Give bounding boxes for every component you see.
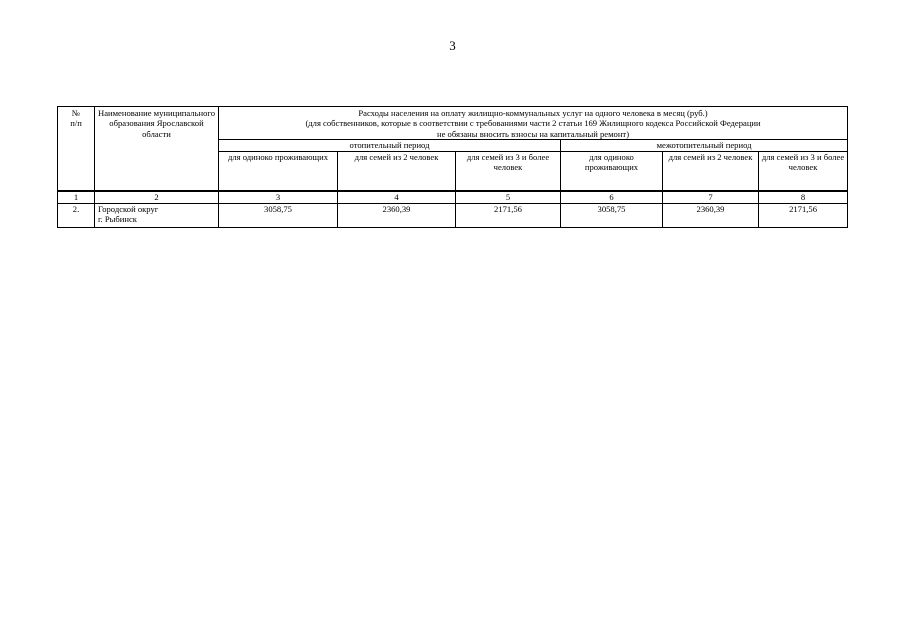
- header-heating-three: для семей из 3 и более человек: [456, 151, 561, 191]
- row-non-heating-three: 2171,56: [759, 203, 848, 227]
- column-number: 8: [759, 191, 848, 203]
- row-heating-two: 2360,39: [338, 203, 456, 227]
- header-non-heating-two: для семей из 2 человек: [663, 151, 759, 191]
- row-heating-three: 2171,56: [456, 203, 561, 227]
- header-heating-single: для одиноко проживающих: [219, 151, 338, 191]
- column-number: 4: [338, 191, 456, 203]
- row-heating-single: 3058,75: [219, 203, 338, 227]
- header-heating-period: отопительный период: [219, 140, 561, 151]
- column-number: 5: [456, 191, 561, 203]
- column-number: 3: [219, 191, 338, 203]
- table-header-row-1: [58, 107, 848, 140]
- column-number-row: [58, 191, 848, 203]
- row-non-heating-single: 3058,75: [561, 203, 663, 227]
- header-expenses: Расходы населения на оплату жилищно-коммунальных услуг на одного человека в месяц (руб.) (для собственников, которые в соответствии с требованиями части 2 статьи 169 Жилищного кодекса Российской Федерации не обязаны вносить взносы на капитальный ремонт): [219, 107, 848, 140]
- column-number: 2: [95, 191, 219, 203]
- column-number: 7: [663, 191, 759, 203]
- column-number: 6: [561, 191, 663, 203]
- header-number: № п/п: [58, 107, 95, 192]
- row-non-heating-two: 2360,39: [663, 203, 759, 227]
- header-non-heating-single: для одиноко проживающих: [561, 151, 663, 191]
- header-heating-two: для семей из 2 человек: [338, 151, 456, 191]
- expenses-table: [57, 106, 848, 228]
- header-municipality: Наименование муниципального образования Ярославской области: [95, 107, 219, 192]
- table-row: [58, 203, 848, 227]
- header-non-heating-period: межотопительный период: [561, 140, 848, 151]
- row-municipality-name: Городской округ г. Рыбинск: [95, 203, 219, 227]
- row-number: 2.: [58, 203, 95, 227]
- column-number: 1: [58, 191, 95, 203]
- header-non-heating-three: для семей из 3 и более человек: [759, 151, 848, 191]
- page-number: 3: [449, 38, 456, 53]
